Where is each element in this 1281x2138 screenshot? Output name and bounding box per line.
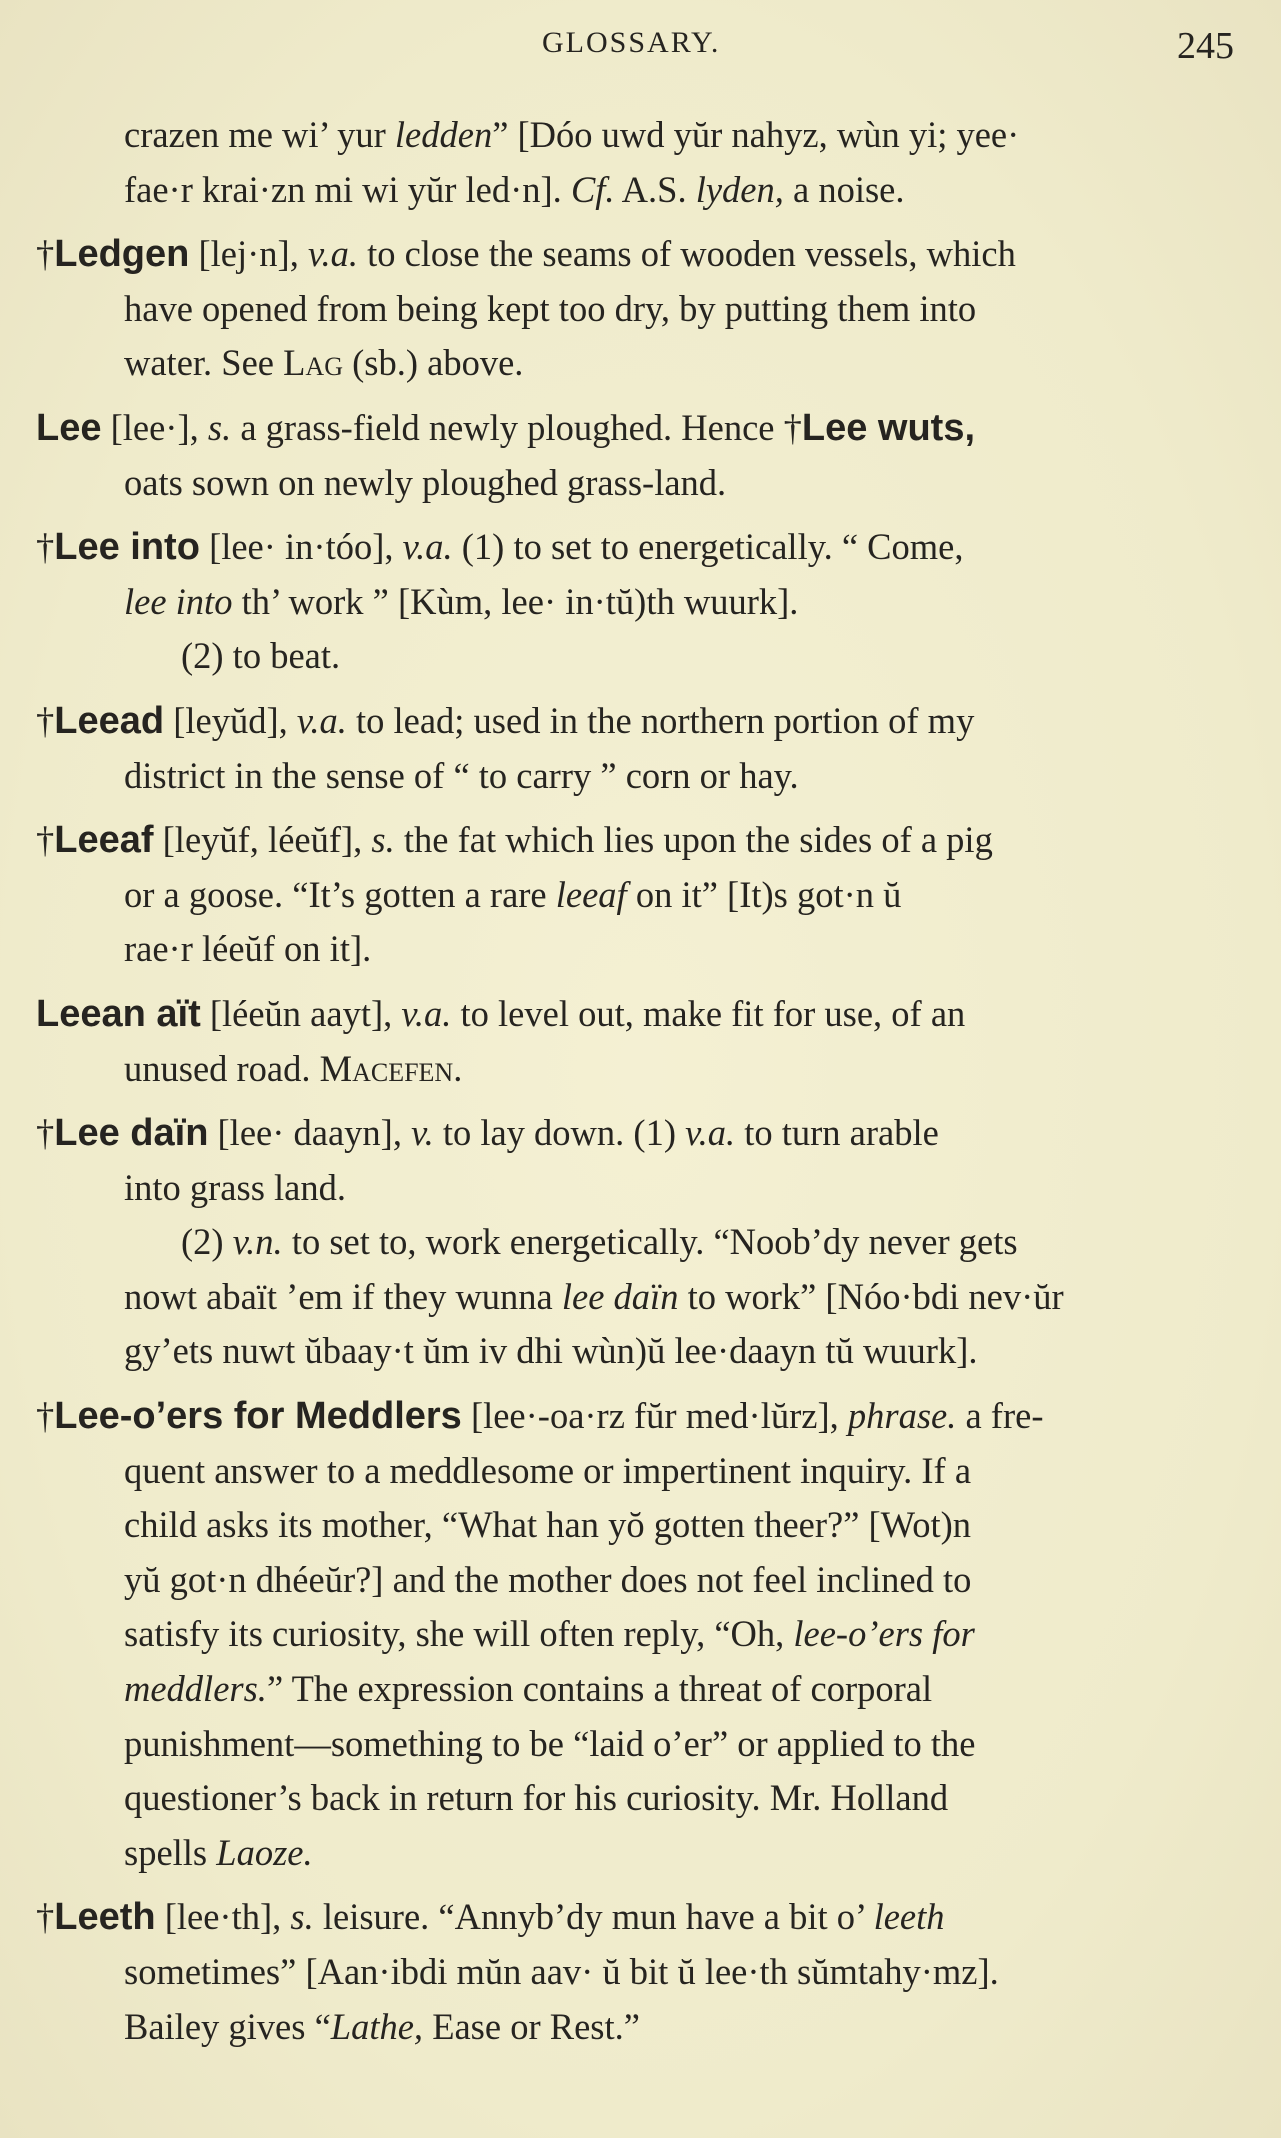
headword: Leead bbox=[54, 699, 165, 742]
dagger-mark: † bbox=[36, 1112, 55, 1154]
entry-line: punishment—something to be “laid o’er” or applied to the bbox=[124, 1722, 976, 1764]
entry-line: sometimes” [Aan·ibdi mŭn aav· ŭ bit ŭ lee·th sŭmtahy·mz]. bbox=[124, 1951, 999, 1992]
entry-line: †Leeaf [leyŭf, léeŭf], s. the fat which lies upon the sides of a pig bbox=[36, 819, 993, 862]
entry-line: into grass land. bbox=[124, 1166, 347, 1208]
dagger-mark: † bbox=[36, 233, 55, 275]
entry-line: water. See Lag (sb.) above. bbox=[124, 342, 524, 384]
entry-line: nowt abaït ’em if they wunna lee daïn to work” [Nóo·bdi nev·ŭr bbox=[124, 1275, 1064, 1317]
headword: Lee-o’ers for Meddlers bbox=[54, 1395, 462, 1438]
entry-line: †Leead [leyŭd], v.a. to lead; used in the northern portion of my bbox=[36, 699, 975, 742]
dagger-mark: † bbox=[36, 699, 55, 741]
entry-line: rae·r léeŭf on it]. bbox=[124, 928, 372, 970]
entry-line: †Lee daïn [lee· daayn], v. to lay down. (1) v.a. to turn arable bbox=[36, 1112, 939, 1155]
dagger-mark: † bbox=[36, 1395, 55, 1437]
entry-line: have opened from being kept too dry, by putting them into bbox=[124, 287, 977, 329]
entry-line: fae·r krai·zn mi wi yŭr led·n]. Cf. A.S. lyden, a noise. bbox=[124, 168, 905, 210]
entry-lee-dain bbox=[36, 1106, 1236, 1379]
entry-line: satisfy its curiosity, she will often reply, “Oh, lee-o’ers for bbox=[124, 1613, 975, 1655]
headword: Leean aït bbox=[36, 992, 201, 1035]
entry-line: child asks its mother, “What han yŏ gotten theer?” [Wot)n bbox=[124, 1504, 972, 1546]
entry-line: or a goose. “It’s gotten a rare leeaf on it” [It)s got·n ŭ bbox=[124, 873, 902, 915]
dagger-mark: † bbox=[36, 526, 55, 568]
headword: Leeth bbox=[54, 1896, 156, 1939]
page-number: 245 bbox=[1177, 25, 1234, 67]
entry-leeth bbox=[36, 1890, 1236, 2054]
entry-line: spells Laoze. bbox=[124, 1831, 313, 1873]
dagger-mark: † bbox=[36, 819, 55, 861]
entry-line: †Leeth [lee·th], s. leisure. “Annyb’dy mun have a bit o’ leeth bbox=[36, 1896, 945, 1939]
entry-line: crazen me wi’ yur ledden” [Dóo uwd yŭr nahyz, wùn yi; yee· bbox=[124, 114, 1020, 155]
entry-line: district in the sense of “ to carry ” corn or hay. bbox=[124, 754, 799, 796]
entry-lee bbox=[36, 401, 1236, 510]
headword: Lee bbox=[36, 406, 102, 449]
entry-leeaf bbox=[36, 813, 1236, 977]
entry-continuation bbox=[36, 108, 1236, 217]
entry-line: (2) v.n. to set to, work energetically. “Noob’dy never gets bbox=[181, 1221, 1018, 1263]
entry-lee-oers-for-meddlers bbox=[36, 1389, 1236, 1880]
entry-line: gy’ets nuwt ŭbaay·t ŭm iv dhi wùn)ŭ lee·daayn tŭ wuurk]. bbox=[124, 1330, 978, 1372]
entry-line: quent answer to a meddlesome or impertinent inquiry. If a bbox=[124, 1449, 972, 1491]
headword: Lee daïn bbox=[54, 1112, 209, 1155]
entry-line: Bailey gives “Lathe, Ease or Rest.” bbox=[124, 2005, 640, 2047]
entry-line: oats sown on newly ploughed grass-land. bbox=[124, 461, 727, 503]
entry-line: yŭ got·n dhéeŭr?] and the mother does not feel inclined to bbox=[124, 1558, 972, 1600]
page-header bbox=[0, 26, 1281, 66]
running-title: GLOSSARY. bbox=[542, 26, 721, 59]
entry-line: Lee [lee·], s. a grass-field newly ploughed. Hence †Lee wuts, bbox=[36, 406, 976, 449]
entry-leead bbox=[36, 694, 1236, 803]
entry-lee-into bbox=[36, 520, 1236, 684]
entry-line: lee into th’ work ” [Kùm, lee· in·tŭ)th wuurk]. bbox=[124, 580, 799, 622]
entry-line: questioner’s back in return for his curiosity. Mr. Holland bbox=[124, 1777, 949, 1819]
entry-line: Leean aït [léeŭn aayt], v.a. to level out, make fit for use, of an bbox=[36, 992, 966, 1035]
entry-line: unused road. Macefen. bbox=[124, 1047, 463, 1089]
headword-secondary: Lee wuts, bbox=[801, 406, 976, 449]
glossary-body bbox=[36, 108, 1236, 2064]
entry-line: †Lee into [lee· in·tóo], v.a. (1) to set to energetically. “ Come, bbox=[36, 526, 964, 569]
entry-line: meddlers.” The expression contains a threat of corporal bbox=[124, 1668, 933, 1710]
headword: Ledgen bbox=[54, 233, 190, 276]
headword: Lee into bbox=[54, 526, 200, 569]
entry-ledgen bbox=[36, 227, 1236, 391]
entry-line: †Ledgen [lej·n], v.a. to close the seams of wooden vessels, which bbox=[36, 233, 1016, 276]
entry-leean-ait bbox=[36, 987, 1236, 1096]
headword: Leeaf bbox=[54, 819, 154, 862]
dagger-mark: † bbox=[36, 1896, 55, 1938]
entry-line: (2) to beat. bbox=[181, 635, 341, 677]
entry-line: †Lee-o’ers for Meddlers [lee·-oa·rz fŭr med·lŭrz], phrase. a fre- bbox=[36, 1395, 1044, 1438]
